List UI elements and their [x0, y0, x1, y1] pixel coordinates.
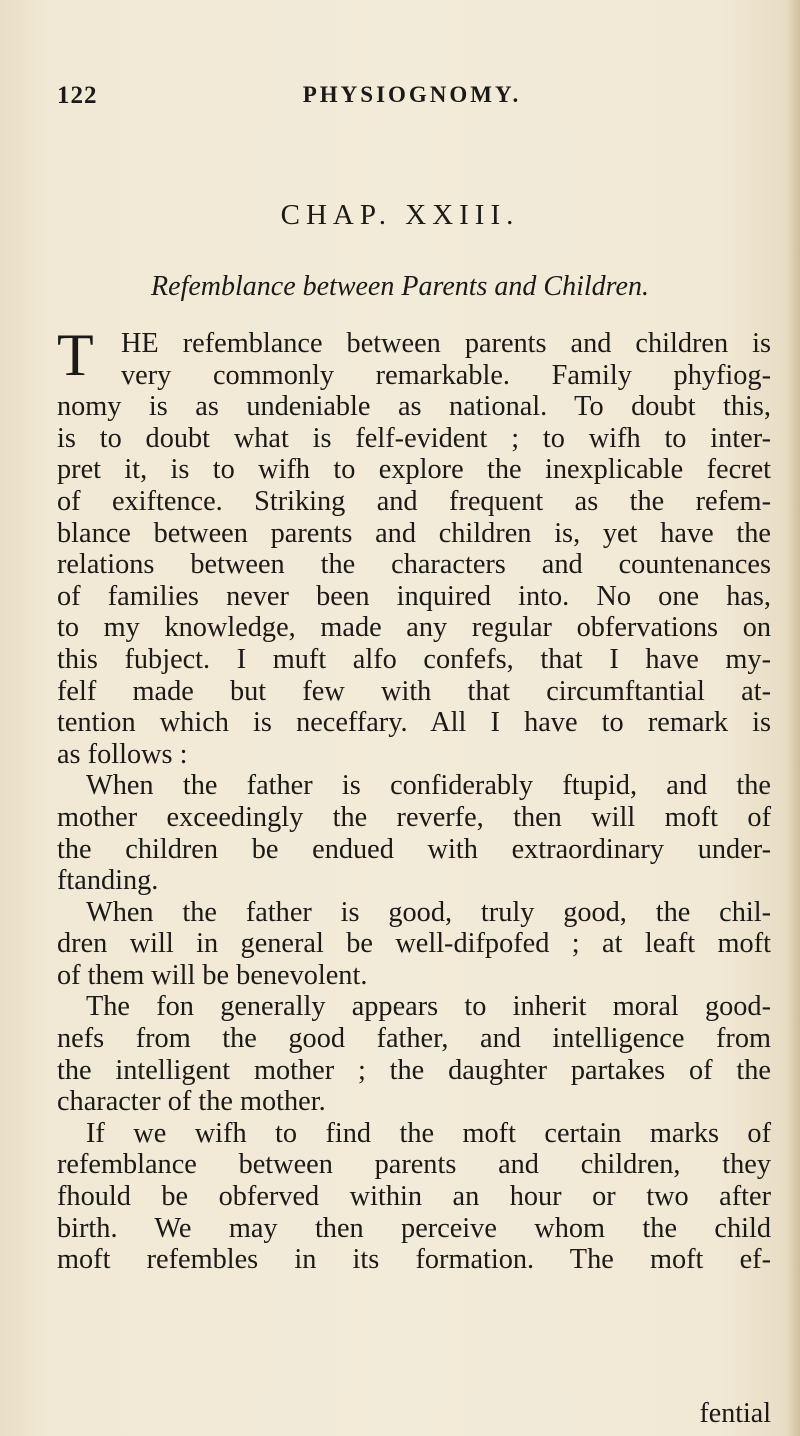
- text-line: The fon generally appears to inherit moral good-: [86, 991, 771, 1023]
- text-line: as follows :: [57, 738, 188, 770]
- text-line: nefs from the good father, and intelligence from: [57, 1023, 771, 1055]
- text-line: refemblance between parents and children, they: [57, 1149, 771, 1181]
- text-line: of them will be benevolent.: [57, 959, 368, 991]
- text-line: birth. We may then perceive whom the child: [57, 1212, 771, 1244]
- text-line: tention which is neceffary. All I have to remark is: [57, 707, 771, 739]
- text-line: HE refemblance between parents and children is: [121, 328, 771, 359]
- chapter-subtitle: Refemblance between Parents and Children.: [151, 271, 649, 302]
- body-text: [57, 328, 771, 1276]
- text-line: dren will in general be well-difpofed ; at leaft moft: [57, 928, 771, 960]
- drop-cap: T: [57, 322, 94, 388]
- text-line: the children be endued with extraordinary under-: [57, 833, 771, 865]
- text-line: When the father is good, truly good, the chil-: [86, 896, 771, 928]
- running-head: [57, 82, 767, 118]
- text-line: blance between parents and children is, yet have the: [57, 517, 771, 549]
- text-line: is to doubt what is felf-evident ; to wifh to inter-: [57, 422, 771, 454]
- text-line: relations between the characters and countenances: [57, 549, 771, 581]
- text-line: pret it, is to wifh to explore the inexplicable fecret: [57, 454, 771, 486]
- text-line: If we wifh to find the moft certain marks of: [86, 1117, 771, 1149]
- text-line: of families never been inquired into. No one has,: [57, 580, 771, 612]
- page-number: 122: [57, 82, 98, 109]
- text-line: to my knowledge, made any regular obfervations on: [57, 612, 771, 644]
- text-line: When the father is confiderably ftupid, and the: [86, 770, 771, 802]
- text-line: of exiftence. Striking and frequent as the refem-: [57, 485, 771, 517]
- text-line: ftanding.: [57, 865, 159, 897]
- text-line: moft refembles in its formation. The moft ef-: [57, 1244, 771, 1276]
- text-line: fhould be obferved within an hour or two after: [57, 1181, 771, 1213]
- text-line: felf made but few with that circumftantial at-: [57, 675, 771, 707]
- text-line: this fubject. I muft alfo confefs, that I have my-: [57, 643, 771, 675]
- text-line: the intelligent mother ; the daughter partakes of the: [57, 1054, 771, 1086]
- text-line: nomy is as undeniable as national. To doubt this,: [57, 391, 771, 423]
- text-line: character of the mother.: [57, 1086, 326, 1118]
- text-line: very commonly remarkable. Family phyfiog-: [121, 359, 771, 391]
- text-line: mother exceedingly the reverfe, then will moft of: [57, 801, 771, 833]
- running-title: PHYSIOGNOMY.: [302, 82, 522, 107]
- catchword: fential: [699, 1398, 771, 1429]
- chapter-heading: CHAP. XXIII.: [280, 199, 520, 231]
